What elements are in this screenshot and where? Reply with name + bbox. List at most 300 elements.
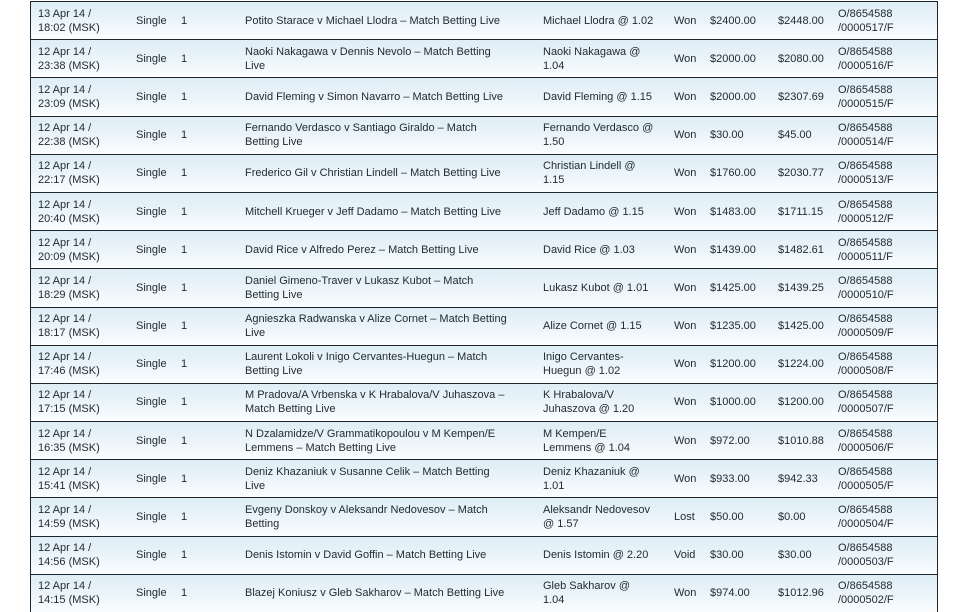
bet-time: 15:41 (MSK) [38,479,100,492]
returns-amount: $30.00 [778,549,812,562]
bet-reference-line2: /0000512/F [838,212,894,225]
bet-reference-line1: O/8654588 [838,465,893,478]
bet-reference-cell [831,40,937,77]
selection-odds-cell [536,537,667,574]
bet-date-cell [31,117,129,154]
bet-type: Single [136,205,167,218]
result-cell [667,155,703,192]
bet-count: 1 [181,587,188,600]
bet-count: 1 [181,472,188,485]
event-description-cell [238,78,536,115]
bet-date: 12 Apr 14 / [38,198,92,211]
table-row [31,2,937,40]
bet-reference-line1: O/8654588 [838,313,893,326]
result-cell [667,2,703,39]
bet-count: 1 [181,167,188,180]
bet-count-cell [174,269,238,306]
returns-cell [771,575,831,612]
table-row [31,269,937,307]
stake-cell [703,460,771,497]
stake-amount: $1235.00 [710,320,756,333]
selection-odds-cell [536,78,667,115]
bet-type: Single [136,90,167,103]
stake-amount: $2400.00 [710,14,756,27]
selection-odds-cell [536,231,667,268]
stake-cell [703,575,771,612]
bet-type-cell [129,78,174,115]
result-status: Won [674,14,697,27]
bet-date-cell [31,231,129,268]
bet-time: 18:17 (MSK) [38,327,100,340]
selection-odds: Jeff Dadamo @ 1.15 [543,205,644,218]
selection-odds: Deniz Khazaniuk @ 1.01 [543,465,640,492]
table-row [31,346,937,384]
returns-cell [771,537,831,574]
selection-odds: Fernando Verdasco @ 1.50 [543,122,654,149]
table-row [31,537,937,575]
selection-odds-cell [536,422,667,459]
result-status: Won [674,320,697,333]
bet-reference-line1: O/8654588 [838,236,893,249]
stake-amount: $2000.00 [710,90,756,103]
bet-type-cell [129,498,174,535]
selection-odds: Inigo Cervantes-Huegun @ 1.02 [543,351,624,378]
stake-cell [703,422,771,459]
bet-reference-line1: O/8654588 [838,83,893,96]
stake-cell [703,498,771,535]
returns-cell [771,117,831,154]
selection-odds-cell [536,2,667,39]
bet-count-cell [174,384,238,421]
bet-reference-cell [831,384,937,421]
bet-count-cell [174,346,238,383]
event-description: N Dzalamidze/V Grammatikopoulou v M Kempen/E Lemmens – Match Betting Live [245,427,496,454]
bet-type-cell [129,2,174,39]
event-description-cell [238,269,536,306]
bet-time: 20:40 (MSK) [38,212,100,225]
table-row [31,308,937,346]
result-status: Won [674,587,697,600]
bet-time: 17:15 (MSK) [38,403,100,416]
bet-count: 1 [181,549,188,562]
returns-cell [771,384,831,421]
bet-date-cell [31,269,129,306]
result-status: Won [674,396,697,409]
bet-type-cell [129,193,174,230]
bet-date: 12 Apr 14 / [38,351,92,364]
bet-date: 12 Apr 14 / [38,45,92,58]
bet-reference-line1: O/8654588 [838,389,893,402]
result-status: Won [674,472,697,485]
event-description: David Rice v Alfredo Perez – Match Betting Live [245,243,479,256]
bet-count: 1 [181,396,188,409]
bet-count-cell [174,308,238,345]
table-row [31,498,937,536]
bet-date-cell [31,575,129,612]
bet-type: Single [136,587,167,600]
stake-amount: $50.00 [710,511,744,524]
returns-amount: $1010.88 [778,434,824,447]
bet-count: 1 [181,281,188,294]
bet-type-cell [129,308,174,345]
bet-date-cell [31,384,129,421]
bet-count: 1 [181,320,188,333]
table-row [31,422,937,460]
event-description-cell [238,40,536,77]
stake-amount: $1000.00 [710,396,756,409]
selection-odds: Naoki Nakagawa @ 1.04 [543,45,641,72]
selection-odds: Michael Llodra @ 1.02 [543,14,654,27]
bet-date: 12 Apr 14 / [38,504,92,517]
result-cell [667,193,703,230]
result-cell [667,537,703,574]
result-status: Won [674,129,697,142]
bet-date-cell [31,460,129,497]
bet-reference-line1: O/8654588 [838,504,893,517]
selection-odds-cell [536,155,667,192]
bet-count-cell [174,575,238,612]
bet-reference-line2: /0000505/F [838,479,894,492]
event-description-cell [238,460,536,497]
bet-date-cell [31,193,129,230]
bet-type: Single [136,281,167,294]
bet-count-cell [174,537,238,574]
bet-date-cell [31,498,129,535]
selection-odds: Gleb Sakharov @ 1.04 [543,580,630,607]
bet-history-table [30,1,938,612]
bet-date: 12 Apr 14 / [38,236,92,249]
bet-reference-line1: O/8654588 [838,427,893,440]
result-status: Won [674,205,697,218]
bet-date: 12 Apr 14 / [38,274,92,287]
result-cell [667,498,703,535]
result-cell [667,460,703,497]
stake-amount: $30.00 [710,549,744,562]
stake-cell [703,231,771,268]
returns-amount: $2080.00 [778,52,824,65]
bet-reference-line1: O/8654588 [838,7,893,20]
stake-cell [703,2,771,39]
bet-date: 12 Apr 14 / [38,83,92,96]
returns-amount: $45.00 [778,129,812,142]
selection-odds-cell [536,117,667,154]
bet-reference-cell [831,78,937,115]
stake-amount: $30.00 [710,129,744,142]
bet-date: 12 Apr 14 / [38,465,92,478]
bet-reference-cell [831,193,937,230]
stake-cell [703,346,771,383]
returns-amount: $1200.00 [778,396,824,409]
selection-odds-cell [536,269,667,306]
bet-type-cell [129,346,174,383]
bet-type: Single [136,167,167,180]
bet-reference-cell [831,575,937,612]
bet-count: 1 [181,52,188,65]
bet-date-cell [31,346,129,383]
bet-reference-line2: /0000516/F [838,59,894,72]
returns-cell [771,193,831,230]
selection-odds-cell [536,308,667,345]
bet-reference-line2: /0000506/F [838,441,894,454]
bet-reference-cell [831,498,937,535]
bet-type: Single [136,243,167,256]
returns-cell [771,460,831,497]
bet-count-cell [174,2,238,39]
bet-reference-line1: O/8654588 [838,351,893,364]
stake-amount: $2000.00 [710,52,756,65]
result-status: Lost [674,511,695,524]
bet-reference-cell [831,537,937,574]
bet-date: 12 Apr 14 / [38,580,92,593]
selection-odds: Denis Istomin @ 2.20 [543,549,649,562]
event-description-cell [238,384,536,421]
bet-type-cell [129,460,174,497]
bet-time: 18:29 (MSK) [38,288,100,301]
stake-amount: $972.00 [710,434,750,447]
event-description-cell [238,231,536,268]
bet-type-cell [129,575,174,612]
table-row [31,193,937,231]
result-cell [667,422,703,459]
bet-date-cell [31,40,129,77]
stake-amount: $1425.00 [710,281,756,294]
stake-cell [703,40,771,77]
selection-odds-cell [536,460,667,497]
returns-amount: $1425.00 [778,320,824,333]
bet-date-cell [31,308,129,345]
bet-reference-cell [831,117,937,154]
result-status: Void [674,549,696,562]
stake-amount: $974.00 [710,587,750,600]
bet-count: 1 [181,358,188,371]
returns-amount: $0.00 [778,511,806,524]
selection-odds: Aleksandr Nedovesov @ 1.57 [543,504,651,531]
bet-type: Single [136,434,167,447]
selection-odds-cell [536,193,667,230]
returns-amount: $1012.96 [778,587,824,600]
bet-reference-line2: /0000503/F [838,556,894,569]
bet-type: Single [136,396,167,409]
bet-reference-line2: /0000510/F [838,288,894,301]
bet-type-cell [129,422,174,459]
bet-date: 12 Apr 14 / [38,389,92,402]
table-row [31,575,937,612]
returns-amount: $1711.15 [778,205,824,218]
selection-odds: Alize Cornet @ 1.15 [543,320,642,333]
result-status: Won [674,243,697,256]
returns-amount: $2307.69 [778,90,824,103]
event-description: David Fleming v Simon Navarro – Match Betting Live [245,90,503,103]
selection-odds: David Rice @ 1.03 [543,243,635,256]
event-description: Frederico Gil v Christian Lindell – Match Betting Live [245,167,501,180]
bet-type: Single [136,511,167,524]
stake-cell [703,117,771,154]
bet-reference-line1: O/8654588 [838,122,893,135]
stake-amount: $1200.00 [710,358,756,371]
returns-amount: $1439.25 [778,281,824,294]
returns-cell [771,308,831,345]
table-row [31,231,937,269]
bet-reference-line1: O/8654588 [838,580,893,593]
bet-type-cell [129,40,174,77]
bet-count: 1 [181,434,188,447]
event-description: Blazej Koniusz v Gleb Sakharov – Match Betting Live [245,587,505,600]
selection-odds-cell [536,575,667,612]
bet-time: 18:02 (MSK) [38,21,100,34]
bet-date-cell [31,2,129,39]
result-status: Won [674,167,697,180]
bet-reference-cell [831,2,937,39]
event-description-cell [238,155,536,192]
bet-time: 22:38 (MSK) [38,136,100,149]
bet-count-cell [174,231,238,268]
returns-cell [771,269,831,306]
result-cell [667,231,703,268]
returns-cell [771,498,831,535]
bet-count-cell [174,78,238,115]
stake-cell [703,308,771,345]
selection-odds-cell [536,40,667,77]
bet-reference-line2: /0000517/F [838,21,894,34]
table-row [31,155,937,193]
bet-date-cell [31,537,129,574]
returns-cell [771,2,831,39]
bet-reference-line1: O/8654588 [838,160,893,173]
result-cell [667,575,703,612]
event-description: Denis Istomin v David Goffin – Match Betting Live [245,549,487,562]
returns-cell [771,78,831,115]
event-description: Naoki Nakagawa v Dennis Nevolo – Match Betting Live [245,45,491,72]
bet-type-cell [129,384,174,421]
stake-cell [703,384,771,421]
event-description-cell [238,498,536,535]
returns-amount: $1482.61 [778,243,824,256]
event-description: Mitchell Krueger v Jeff Dadamo – Match Betting Live [245,205,501,218]
event-description-cell [238,308,536,345]
bet-time: 23:38 (MSK) [38,59,100,72]
event-description-cell [238,346,536,383]
bet-date: 13 Apr 14 / [38,7,92,20]
bet-time: 14:56 (MSK) [38,556,100,569]
selection-odds: K Hrabalova/V Juhaszova @ 1.20 [543,389,635,416]
bet-time: 20:09 (MSK) [38,250,100,263]
bet-count-cell [174,460,238,497]
bet-reference-line2: /0000504/F [838,518,894,531]
stake-cell [703,78,771,115]
selection-odds: David Fleming @ 1.15 [543,90,652,103]
event-description: M Pradova/A Vrbenska v K Hrabalova/V Juhaszova – Match Betting Live [245,389,505,416]
stake-amount: $1760.00 [710,167,756,180]
bet-date: 12 Apr 14 / [38,313,92,326]
result-status: Won [674,52,697,65]
bet-type-cell [129,117,174,154]
bet-count-cell [174,117,238,154]
event-description-cell [238,575,536,612]
bet-reference-line2: /0000502/F [838,594,894,607]
bet-count-cell [174,40,238,77]
returns-cell [771,155,831,192]
bet-date-cell [31,78,129,115]
event-description: Potito Starace v Michael Llodra – Match Betting Live [245,14,500,27]
bet-count: 1 [181,511,188,524]
result-cell [667,384,703,421]
stake-cell [703,193,771,230]
bet-date-cell [31,155,129,192]
bet-time: 16:35 (MSK) [38,441,100,454]
returns-cell [771,346,831,383]
bet-time: 22:17 (MSK) [38,174,100,187]
bet-count-cell [174,155,238,192]
selection-odds-cell [536,346,667,383]
returns-amount: $2030.77 [778,167,824,180]
result-status: Won [674,281,697,294]
bet-reference-cell [831,422,937,459]
bet-date: 12 Apr 14 / [38,427,92,440]
result-cell [667,346,703,383]
result-cell [667,40,703,77]
bet-type: Single [136,358,167,371]
event-description: Evgeny Donskoy v Aleksandr Nedovesov – Match Betting [245,504,488,531]
stake-cell [703,537,771,574]
bet-reference-cell [831,460,937,497]
event-description-cell [238,422,536,459]
selection-odds: M Kempen/E Lemmens @ 1.04 [543,427,630,454]
bet-type-cell [129,537,174,574]
event-description: Deniz Khazaniuk v Susanne Celik – Match Betting Live [245,465,490,492]
bet-reference-line2: /0000507/F [838,403,894,416]
bet-reference-line2: /0000515/F [838,97,894,110]
bet-date: 12 Apr 14 / [38,542,92,555]
bet-reference-cell [831,155,937,192]
returns-amount: $1224.00 [778,358,824,371]
bet-reference-line1: O/8654588 [838,198,893,211]
result-cell [667,308,703,345]
selection-odds-cell [536,384,667,421]
stake-cell [703,269,771,306]
event-description-cell [238,537,536,574]
event-description: Laurent Lokoli v Inigo Cervantes-Huegun – Match Betting Live [245,351,488,378]
bet-reference-cell [831,346,937,383]
event-description: Agnieszka Radwanska v Alize Cornet – Match Betting Live [245,313,507,340]
result-cell [667,78,703,115]
bet-reference-line1: O/8654588 [838,45,893,58]
bet-count-cell [174,193,238,230]
bet-count-cell [174,498,238,535]
stake-amount: $933.00 [710,472,750,485]
result-status: Won [674,358,697,371]
returns-amount: $2448.00 [778,14,824,27]
bet-type: Single [136,472,167,485]
bet-type: Single [136,320,167,333]
bet-reference-cell [831,308,937,345]
table-row [31,78,937,116]
returns-amount: $942.33 [778,472,818,485]
bet-reference-cell [831,231,937,268]
event-description-cell [238,117,536,154]
bet-count: 1 [181,129,188,142]
bet-type-cell [129,269,174,306]
returns-cell [771,422,831,459]
table-row [31,40,937,78]
bet-time: 14:15 (MSK) [38,594,100,607]
bet-reference-line1: O/8654588 [838,542,893,555]
table-row [31,460,937,498]
bet-count: 1 [181,14,188,27]
bet-type-cell [129,231,174,268]
bet-date: 12 Apr 14 / [38,160,92,173]
bet-reference-cell [831,269,937,306]
bet-reference-line2: /0000513/F [838,174,894,187]
